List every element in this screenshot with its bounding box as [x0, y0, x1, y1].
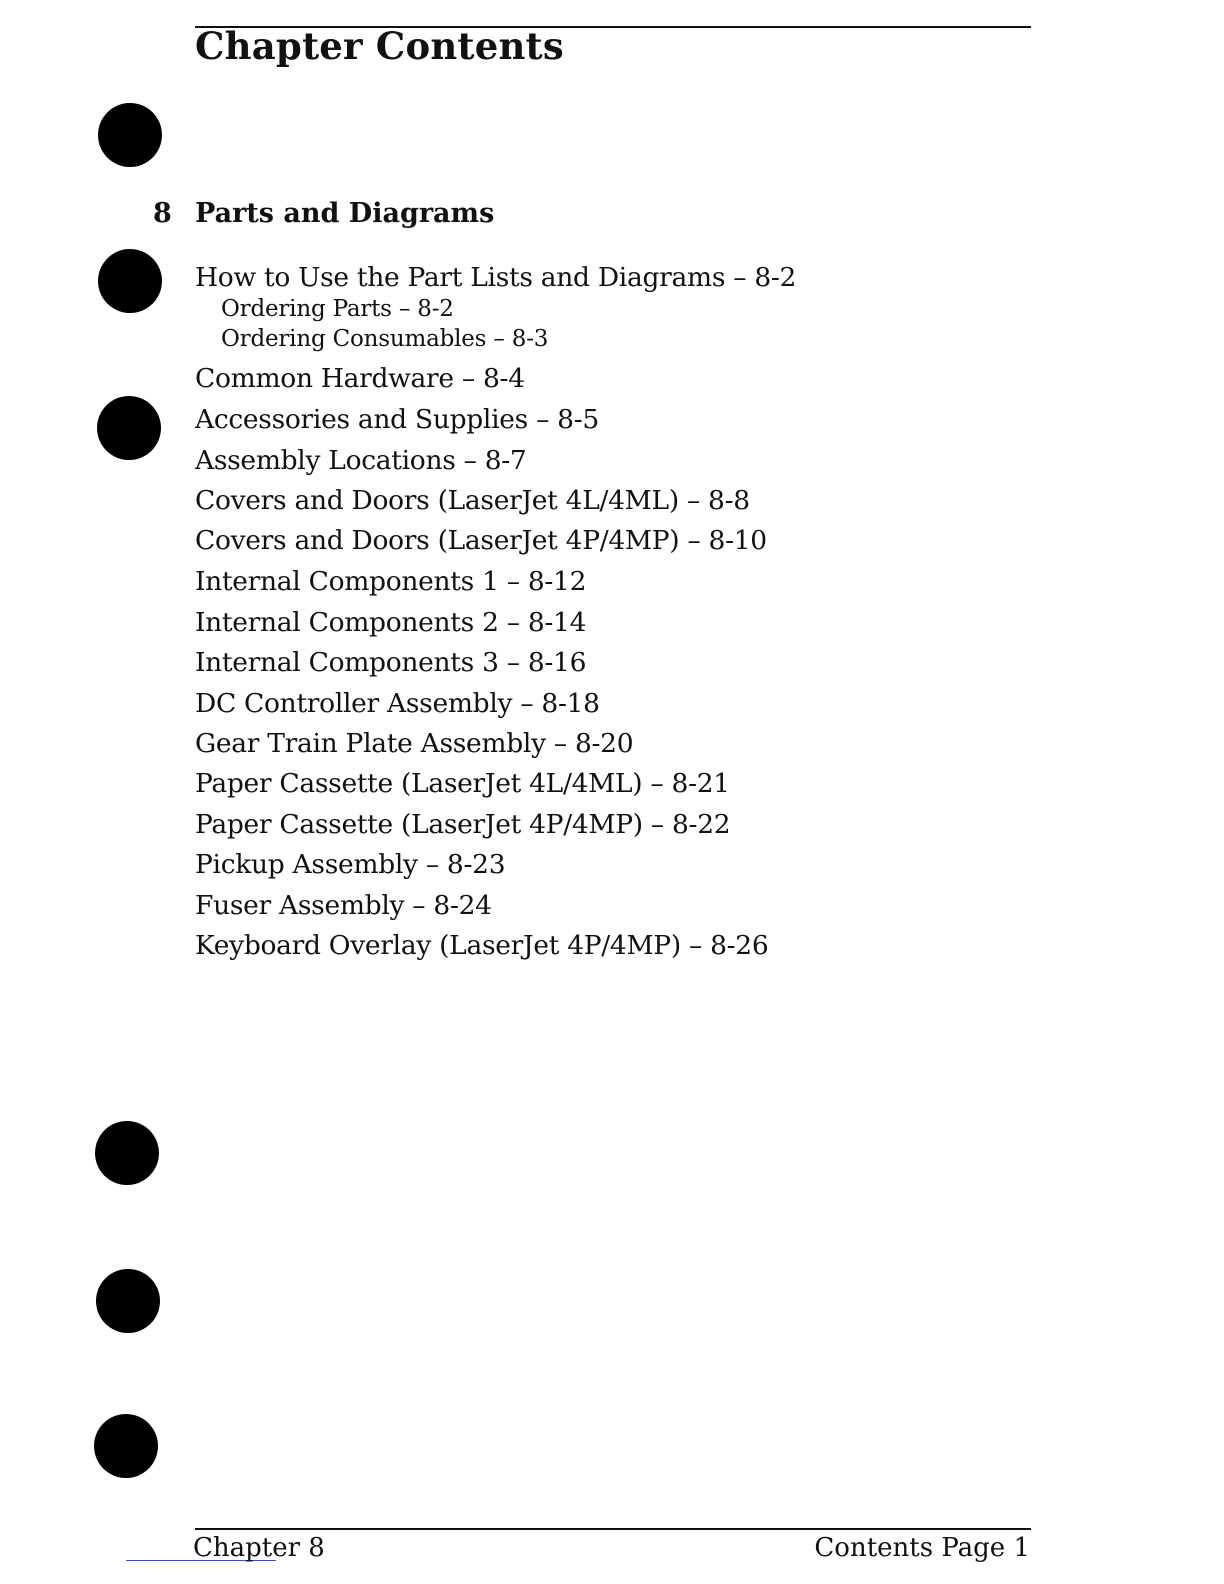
punch-hole	[97, 396, 161, 460]
chapter-heading: Parts and Diagrams	[195, 198, 495, 229]
toc-entry-internal-1[interactable]: Internal Components 1 – 8-12	[195, 566, 587, 597]
toc-entry-keyboard-overlay[interactable]: Keyboard Overlay (LaserJet 4P/4MP) – 8-26	[195, 930, 769, 961]
toc-entry-covers-4l[interactable]: Covers and Doors (LaserJet 4L/4ML) – 8-8	[195, 485, 750, 516]
toc-entry-covers-4p[interactable]: Covers and Doors (LaserJet 4P/4MP) – 8-10	[195, 525, 767, 556]
toc-entry-pickup-assembly[interactable]: Pickup Assembly – 8-23	[195, 849, 506, 880]
toc-sub-ordering-consumables[interactable]: Ordering Consumables – 8-3	[221, 326, 549, 352]
punch-hole	[95, 1121, 159, 1185]
toc-entry-gear-train[interactable]: Gear Train Plate Assembly – 8-20	[195, 728, 634, 759]
chapter-number: 8	[153, 198, 172, 229]
toc-entry-paper-cassette-4p[interactable]: Paper Cassette (LaserJet 4P/4MP) – 8-22	[195, 809, 731, 840]
toc-entry-paper-cassette-4l[interactable]: Paper Cassette (LaserJet 4L/4ML) – 8-21	[195, 768, 730, 799]
toc-entry-fuser-assembly[interactable]: Fuser Assembly – 8-24	[195, 890, 492, 921]
punch-hole	[98, 103, 162, 167]
toc-entry-assembly-locations[interactable]: Assembly Locations – 8-7	[195, 445, 527, 476]
toc-entry-internal-3[interactable]: Internal Components 3 – 8-16	[195, 647, 587, 678]
toc-entry-dc-controller[interactable]: DC Controller Assembly – 8-18	[195, 688, 600, 719]
toc-sub-ordering-parts[interactable]: Ordering Parts – 8-2	[221, 296, 454, 322]
footer-rule	[195, 1528, 1031, 1530]
toc-entry-common-hardware[interactable]: Common Hardware – 8-4	[195, 363, 525, 394]
punch-hole	[96, 1269, 160, 1333]
page-title: Chapter Contents	[195, 24, 564, 68]
toc-entry-internal-2[interactable]: Internal Components 2 – 8-14	[195, 607, 587, 638]
footer-page-label: Contents Page 1	[814, 1533, 1030, 1563]
footer-chapter-label[interactable]: Chapter 8	[193, 1533, 325, 1563]
toc-entry-accessories[interactable]: Accessories and Supplies – 8-5	[195, 404, 599, 435]
toc-entry-how-to-use[interactable]: How to Use the Part Lists and Diagrams – 8-2	[195, 262, 797, 293]
punch-hole	[98, 249, 162, 313]
punch-hole	[94, 1414, 158, 1478]
